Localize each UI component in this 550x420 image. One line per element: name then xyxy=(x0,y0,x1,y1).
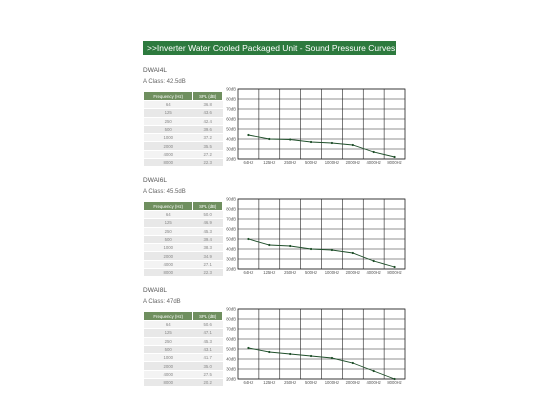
y-tick-label: 50dB xyxy=(226,126,236,132)
table-cell: 34.9 xyxy=(193,252,223,260)
data-point xyxy=(268,351,270,353)
table-cell: 45.3 xyxy=(193,337,223,345)
x-tick-label: 500Hz xyxy=(305,160,318,165)
data-point xyxy=(268,138,270,140)
x-tick-label: 64Hz xyxy=(243,160,254,165)
sound-section-dwai8l xyxy=(143,287,413,395)
y-tick-label: 80dB xyxy=(226,206,236,212)
table-cell: 47.1 xyxy=(193,329,223,337)
table-cell: 38.3 xyxy=(193,244,223,252)
table-cell: 125 xyxy=(144,109,193,117)
model-name: DWAI6L xyxy=(143,177,167,184)
table-cell: 43.6 xyxy=(193,109,223,117)
x-tick-label: 500Hz xyxy=(305,380,318,385)
table-cell: 8000 xyxy=(144,379,193,387)
x-tick-label: 1000Hz xyxy=(324,270,340,275)
table-header: Frequency (Hz) xyxy=(144,312,193,321)
table-cell: 2000 xyxy=(144,362,193,370)
table-cell: 36.8 xyxy=(193,101,223,109)
table-cell: 39.6 xyxy=(193,125,223,133)
table-cell: 500 xyxy=(144,125,193,133)
table-cell: 22.3 xyxy=(193,159,223,167)
y-tick-label: 20dB xyxy=(226,266,236,272)
table-header: Frequency (Hz) xyxy=(144,202,193,211)
x-tick-label: 8000Hz xyxy=(387,160,402,165)
x-tick-label: 4000Hz xyxy=(366,380,381,385)
y-tick-label: 30dB xyxy=(226,256,236,262)
table-cell: 2000 xyxy=(144,142,193,150)
table-cell: 1000 xyxy=(144,354,193,362)
data-point xyxy=(393,156,395,158)
data-point xyxy=(393,266,395,268)
table-cell: 64 xyxy=(144,211,193,219)
table-cell: 4000 xyxy=(144,150,193,158)
table-cell: 500 xyxy=(144,345,193,353)
y-tick-label: 90dB xyxy=(226,196,236,202)
a-class-rating: A Class: 42.5dB xyxy=(143,79,186,85)
x-tick-label: 250Hz xyxy=(284,270,297,275)
table-cell: 35.5 xyxy=(193,142,223,150)
x-tick-label: 125Hz xyxy=(263,380,276,385)
y-tick-label: 60dB xyxy=(226,116,236,122)
table-cell: 1000 xyxy=(144,244,193,252)
page-title: >>Inverter Water Cooled Packaged Unit - Sound Pressure Curves xyxy=(143,41,396,55)
table-cell: 2000 xyxy=(144,252,193,260)
x-tick-label: 4000Hz xyxy=(366,270,381,275)
data-point xyxy=(331,357,333,359)
spl-line-chart xyxy=(143,87,415,187)
y-tick-label: 60dB xyxy=(226,336,236,342)
x-tick-label: 125Hz xyxy=(263,270,276,275)
table-cell: 39.4 xyxy=(193,235,223,243)
table-header: SPL (dB) xyxy=(193,202,223,211)
y-tick-label: 70dB xyxy=(226,106,236,112)
data-point xyxy=(393,378,395,380)
table-cell: 27.5 xyxy=(193,370,223,378)
table-cell: 43.1 xyxy=(193,345,223,353)
x-tick-label: 1000Hz xyxy=(324,160,340,165)
table-cell: 50.0 xyxy=(193,211,223,219)
table-cell: 27.2 xyxy=(193,150,223,158)
table-cell: 250 xyxy=(144,227,193,235)
sound-section-dwai4l xyxy=(143,67,413,175)
table-cell: 41.7 xyxy=(193,354,223,362)
table-cell: 37.2 xyxy=(193,134,223,142)
data-point xyxy=(331,249,333,251)
y-tick-label: 90dB xyxy=(226,86,236,92)
x-tick-label: 125Hz xyxy=(263,160,276,165)
y-tick-label: 80dB xyxy=(226,316,236,322)
y-tick-label: 40dB xyxy=(226,356,236,362)
y-tick-label: 30dB xyxy=(226,146,236,152)
table-cell: 64 xyxy=(144,321,193,329)
x-tick-label: 8000Hz xyxy=(387,380,402,385)
table-cell: 64 xyxy=(144,101,193,109)
data-point xyxy=(247,134,249,136)
data-point xyxy=(268,244,270,246)
table-cell: 4000 xyxy=(144,370,193,378)
y-tick-label: 60dB xyxy=(226,226,236,232)
table-cell: 125 xyxy=(144,219,193,227)
y-tick-label: 90dB xyxy=(226,306,236,312)
y-tick-label: 40dB xyxy=(226,246,236,252)
table-cell: 35.0 xyxy=(193,362,223,370)
y-tick-label: 50dB xyxy=(226,346,236,352)
table-cell: 250 xyxy=(144,337,193,345)
x-tick-label: 64Hz xyxy=(243,380,254,385)
data-point xyxy=(331,142,333,144)
data-point xyxy=(352,252,354,254)
y-tick-label: 70dB xyxy=(226,216,236,222)
a-class-rating: A Class: 47dB xyxy=(143,299,181,305)
model-name: DWAI8L xyxy=(143,287,167,294)
table-cell: 22.3 xyxy=(193,269,223,277)
y-tick-label: 40dB xyxy=(226,136,236,142)
data-point xyxy=(289,245,291,247)
table-header: SPL (dB) xyxy=(193,92,223,101)
x-tick-label: 250Hz xyxy=(284,160,297,165)
table-cell: 27.1 xyxy=(193,260,223,268)
data-point xyxy=(352,362,354,364)
data-point xyxy=(310,355,312,357)
x-tick-label: 2000Hz xyxy=(345,380,361,385)
x-tick-label: 500Hz xyxy=(305,270,318,275)
x-tick-label: 2000Hz xyxy=(345,160,361,165)
x-tick-label: 2000Hz xyxy=(345,270,361,275)
sound-section-dwai6l xyxy=(143,177,413,285)
data-point xyxy=(310,248,312,250)
table-header: SPL (dB) xyxy=(193,312,223,321)
table-header: Frequency (Hz) xyxy=(144,92,193,101)
table-cell: 250 xyxy=(144,117,193,125)
table-cell: 46.9 xyxy=(193,219,223,227)
data-point xyxy=(247,238,249,240)
data-point xyxy=(373,370,375,372)
data-point xyxy=(289,138,291,140)
spl-line-chart xyxy=(143,307,415,407)
x-tick-label: 250Hz xyxy=(284,380,297,385)
spl-line-chart xyxy=(143,197,415,297)
table-cell: 8000 xyxy=(144,269,193,277)
table-cell: 42.4 xyxy=(193,117,223,125)
table-cell: 20.2 xyxy=(193,379,223,387)
table-cell: 4000 xyxy=(144,260,193,268)
x-tick-label: 4000Hz xyxy=(366,160,381,165)
table-cell: 125 xyxy=(144,329,193,337)
model-name: DWAI4L xyxy=(143,67,167,74)
x-tick-label: 64Hz xyxy=(243,270,254,275)
y-tick-label: 50dB xyxy=(226,236,236,242)
x-tick-label: 1000Hz xyxy=(324,380,340,385)
data-point xyxy=(352,144,354,146)
data-point xyxy=(310,141,312,143)
y-tick-label: 30dB xyxy=(226,366,236,372)
table-cell: 45.3 xyxy=(193,227,223,235)
a-class-rating: A Class: 45.5dB xyxy=(143,189,186,195)
data-point xyxy=(373,151,375,153)
y-tick-label: 80dB xyxy=(226,96,236,102)
table-cell: 500 xyxy=(144,235,193,243)
table-cell: 50.6 xyxy=(193,321,223,329)
y-tick-label: 20dB xyxy=(226,156,236,162)
data-point xyxy=(373,260,375,262)
data-point xyxy=(247,347,249,349)
y-tick-label: 70dB xyxy=(226,326,236,332)
y-tick-label: 20dB xyxy=(226,376,236,382)
x-tick-label: 8000Hz xyxy=(387,270,402,275)
data-point xyxy=(289,353,291,355)
table-cell: 8000 xyxy=(144,159,193,167)
table-cell: 1000 xyxy=(144,134,193,142)
